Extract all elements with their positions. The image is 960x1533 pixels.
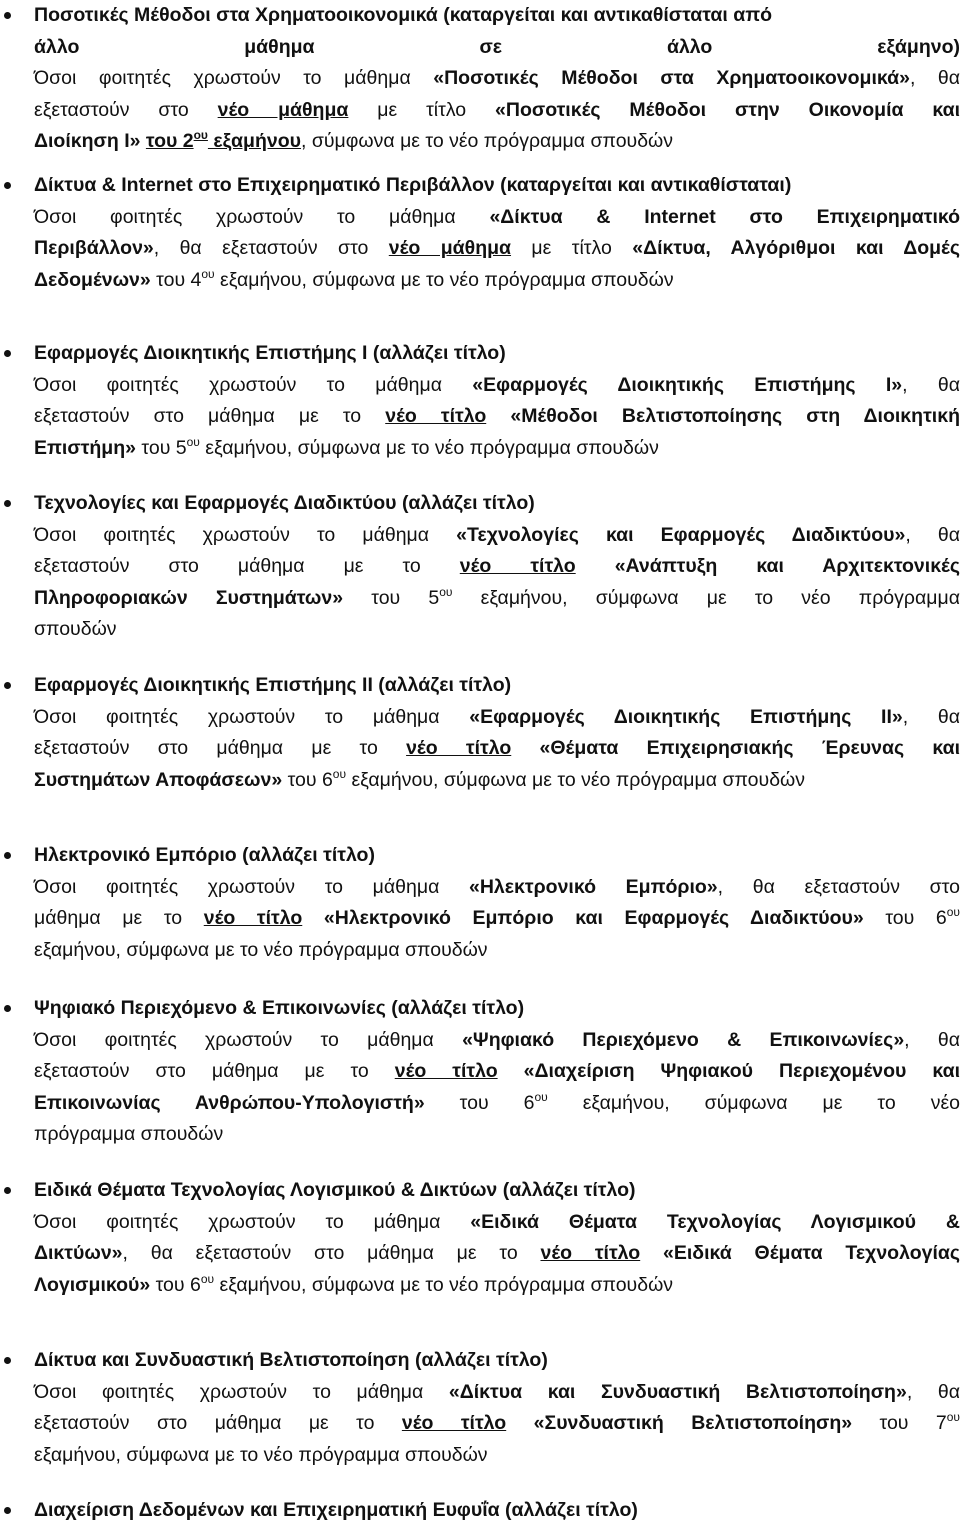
course-text-line [34,733,960,763]
bullet-icon [4,182,11,189]
text-run: εξαμήνου, σύμφωνα με το νέο πρόγραμμα σπουδών [34,1443,488,1466]
emphasis-underlined-text: νέο τίτλο [459,555,576,577]
text-run: ου [946,1410,960,1424]
text-run: εξεταστούν στο μάθημα με το [34,555,460,577]
text-run: με τίτλο [348,98,496,121]
text-run [640,1242,663,1264]
text-run: ου [186,434,200,449]
text-run: με τίτλο [511,237,633,259]
course-text-line [34,1056,960,1086]
emphasis-bold-text: «Διαχείριση Ψηφιακού Περιεχομένου και [523,1060,960,1082]
course-text-line [34,1088,960,1118]
course-title: Τεχνολογίες και Εφαρμογές Διαδικτύου (αλλάζει τίτλο) [34,492,535,514]
text-run: εξαμήνου, σύμφωνα με το νέο πρόγραμμα σπουδών [214,1273,674,1296]
text-run: σπουδών [34,618,117,640]
text-run: ου [332,766,347,781]
text-run [506,1412,533,1434]
emphasis-bold-text: «Ηλεκτρονικό Εμπόριο και Εφαρμογές Διαδικτύου» [323,907,864,929]
text-run: εξεταστούν στο μάθημα με το [34,1060,395,1082]
course-text-line [34,1270,960,1300]
emphasis-underlined-text: νέο μάθημα [388,237,512,259]
course-text-line [34,32,960,62]
text-run [576,555,615,577]
course-text-line [34,765,960,795]
emphasis-bold-text: «Ηλεκτρονικό Εμπόριο» [469,875,718,898]
emphasis-underlined-text: νέο τίτλο [394,1060,498,1082]
bullet-icon [4,1357,11,1364]
text-run: Όσοι φοιτητές χρωστούν το μάθημα [34,875,469,898]
text-run: του 6 [150,1273,201,1296]
text-run: εξαμήνου, σύμφωνα με το νέο πρόγραμμα σπουδών [346,768,806,791]
course-title: Διαχείριση Δεδομένων και Επιχειρηματική Ευφυΐα (αλλάζει τίτλο) [34,1499,638,1521]
text-run: Όσοι φοιτητές χρωστούν το μάθημα [34,523,457,546]
course-text-line [34,1119,960,1149]
emphasis-bold-text: «Ποσοτικές Μέθοδοι στα Χρηματοοικονομικά» [433,67,910,89]
text-run: του 6 [863,907,947,929]
bullet-icon [4,852,11,859]
course-text-line [34,1408,960,1438]
course-text-line [34,520,960,550]
text-run: , θα [906,1380,960,1403]
emphasis-bold-text: «Εφαρμογές Διοικητικής Επιστήμης ΙΙ» [469,705,903,728]
text-run: , σύμφωνα με το νέο πρόγραμμα σπουδών [300,130,674,152]
emphasis-bold-text: «Ειδικά Θέματα Τεχνολογίας [663,1242,960,1264]
text-run: ου [439,584,453,599]
text-run [498,1060,524,1082]
text-run [511,737,539,759]
emphasis-bold-text: Λογισμικού» [34,1273,151,1296]
emphasis-bold-text: άλλο μάθημα σε άλλο εξάμηνο) [34,35,960,58]
text-run: του 6 [424,1091,535,1114]
emphasis-bold-text: «Δίκτυα και Συνδυαστική Βελτιστοποίηση» [448,1380,907,1403]
course-text-line [34,126,960,156]
text-run: Όσοι φοιτητές χρωστούν το μάθημα [34,373,473,396]
text-run: , θα [902,373,960,396]
course-text-line [34,1025,960,1055]
text-run: εξαμήνου, σύμφωνα με το νέο πρόγραμμα σπουδών [214,268,674,291]
text-run: του 5 [343,586,440,609]
course-text-line [34,702,960,732]
bullet-icon [4,350,11,357]
course-title: Ποσοτικές Μέθοδοι στα Χρηματοοικονομικά (καταργείται και αντικαθίσταται από [34,4,773,26]
emphasis-bold-text: «Θέματα Επιχειρησιακής Έρευνας και [539,737,960,759]
course-text-line [34,551,960,581]
text-run: εξεταστούν στο μάθημα με το [34,1412,402,1434]
course-title: Δίκτυα & Internet στο Επιχειρηματικό Περιβάλλον (καταργείται και αντικαθίσταται) [34,174,792,196]
course-text-line [34,95,960,125]
course-title: Ψηφιακό Περιεχόμενο & Επικοινωνίες (αλλάζει τίτλο) [34,997,525,1019]
emphasis-underlined-text: νέο μάθημα [217,98,349,121]
emphasis-bold-text: Δεδομένων» [34,268,151,291]
emphasis-bold-text: «Συνδυαστική Βελτιστοποίηση» [533,1412,853,1434]
emphasis-underlined-text: εξαμήνου [207,130,301,152]
text-run: του 6 [282,768,333,791]
text-run: μάθημα με το [34,907,204,929]
course-title: Ηλεκτρονικό Εμπόριο (αλλάζει τίτλο) [34,844,375,866]
course-text-line [34,63,960,93]
emphasis-bold-text: «Ανάπτυξη και Αρχιτεκτονικές [614,555,960,577]
emphasis-bold-text: «Ψηφιακό Περιεχόμενο & Επικοινωνίες» [462,1028,905,1051]
text-run: ου [534,1089,548,1104]
bullet-icon [4,682,11,689]
text-run [486,405,510,427]
text-run: Όσοι φοιτητές χρωστούν το μάθημα [34,1028,463,1051]
course-text-line [34,903,960,933]
course-text-line [34,202,960,232]
text-run: Όσοι φοιτητές χρωστούν το μάθημα [34,67,434,89]
course-text-line [34,935,960,965]
text-run: , θα [905,523,960,546]
emphasis-bold-text: «Δίκτυα & Internet στο Επιχειρηματικό [489,205,960,228]
text-run: , θα εξεταστούν στο [153,237,389,259]
emphasis-bold-text: «Μέθοδοι Βελτιστοποίησης στη Διοικητική [510,405,960,427]
text-run: εξαμήνου, σύμφωνα με το νέο πρόγραμμα σπουδών [199,436,659,459]
course-text-line [34,583,960,613]
text-run: εξεταστούν στο μάθημα με το [34,737,407,759]
text-run: ου [201,266,215,281]
emphasis-bold-text: «Εφαρμογές Διοικητικής Επιστήμης Ι» [472,373,903,396]
text-run: ου [946,905,960,919]
emphasis-bold-text: Διοίκηση Ι» [34,130,146,152]
text-run: ου [200,1271,215,1286]
emphasis-underlined-text: νέο τίτλο [385,405,487,427]
emphasis-bold-text: Δικτύων» [34,1242,123,1264]
text-run: , θα εξεταστούν στο μάθημα με το [122,1242,541,1264]
text-run: Όσοι φοιτητές χρωστούν το μάθημα [34,205,490,228]
emphasis-bold-text: «Ειδικά Θέματα Τεχνολογίας Λογισμικού & [470,1210,960,1233]
emphasis-underlined-text: του 2 [145,130,194,152]
emphasis-bold-text: «Ποσοτικές Μέθοδοι στην Οικονομία και [495,98,960,121]
course-text-line [34,1440,960,1470]
emphasis-underlined-text: ου [193,128,208,142]
course-text-line [34,433,960,463]
emphasis-underlined-text: νέο τίτλο [406,737,512,759]
emphasis-underlined-text: νέο τίτλο [540,1242,641,1264]
text-run: , θα [909,67,960,89]
text-run: Όσοι φοιτητές χρωστούν το μάθημα [34,1380,449,1403]
emphasis-bold-text: Πληροφοριακών Συστημάτων» [34,586,344,609]
emphasis-bold-text: «Τεχνολογίες και Εφαρμογές Διαδικτύου» [456,523,906,546]
emphasis-bold-text: Επιστήμη» [34,436,136,459]
text-run: , θα [902,705,960,728]
course-text-line [34,401,960,431]
text-run: Όσοι φοιτητές χρωστούν το μάθημα [34,1210,471,1233]
course-text-line [34,370,960,400]
bullet-icon [4,1187,11,1194]
course-text-line [34,1377,960,1407]
course-text-line [34,1207,960,1237]
text-run: εξαμήνου, σύμφωνα με το νέο πρόγραμμα [452,586,960,609]
emphasis-underlined-text: νέο τίτλο [203,907,303,929]
course-text-line [34,872,960,902]
text-run: , θα εξεταστούν στο [717,875,960,898]
text-run: του 7 [852,1412,947,1434]
course-title: Εφαρμογές Διοικητικής Επιστήμης ΙΙ (αλλάζει τίτλο) [34,674,512,696]
emphasis-underlined-text: νέο τίτλο [401,1412,507,1434]
emphasis-bold-text: «Δίκτυα, Αλγόριθμοι και Δομές [632,237,960,259]
text-run: του 4 [150,268,202,291]
course-text-line [34,614,960,644]
bullet-icon [4,1507,11,1514]
emphasis-bold-text: Επικοινωνίας Ανθρώπου-Υπολογιστή» [34,1091,425,1114]
course-text-line [34,265,960,295]
course-title: Εφαρμογές Διοικητικής Επιστήμης Ι (αλλάζει τίτλο) [34,342,506,364]
text-run: πρόγραμμα σπουδών [34,1123,224,1145]
text-run: εξεταστούν στο μάθημα με το [34,405,386,427]
text-run: , θα [904,1028,960,1051]
emphasis-bold-text: Συστημάτων Αποφάσεων» [34,768,283,791]
text-run: εξεταστούν στο [34,98,218,121]
text-run: εξαμήνου, σύμφωνα με το νέο πρόγραμμα σπουδών [34,938,488,961]
text-run [302,907,324,929]
course-text-line [34,1238,960,1268]
text-run: του 5 [136,436,187,459]
bullet-icon [4,12,11,19]
course-title: Δίκτυα και Συνδυαστική Βελτιστοποίηση (αλλάζει τίτλο) [34,1349,548,1371]
emphasis-bold-text: Περιβάλλον» [34,237,154,259]
text-run: Όσοι φοιτητές χρωστούν το μάθημα [34,705,470,728]
text-run: εξαμήνου, σύμφωνα με το νέο [547,1091,960,1114]
bullet-icon [4,1005,11,1012]
course-title: Ειδικά Θέματα Τεχνολογίας Λογισμικού & Δικτύων (αλλάζει τίτλο) [34,1179,636,1201]
bullet-icon [4,500,11,507]
course-text-line [34,233,960,263]
